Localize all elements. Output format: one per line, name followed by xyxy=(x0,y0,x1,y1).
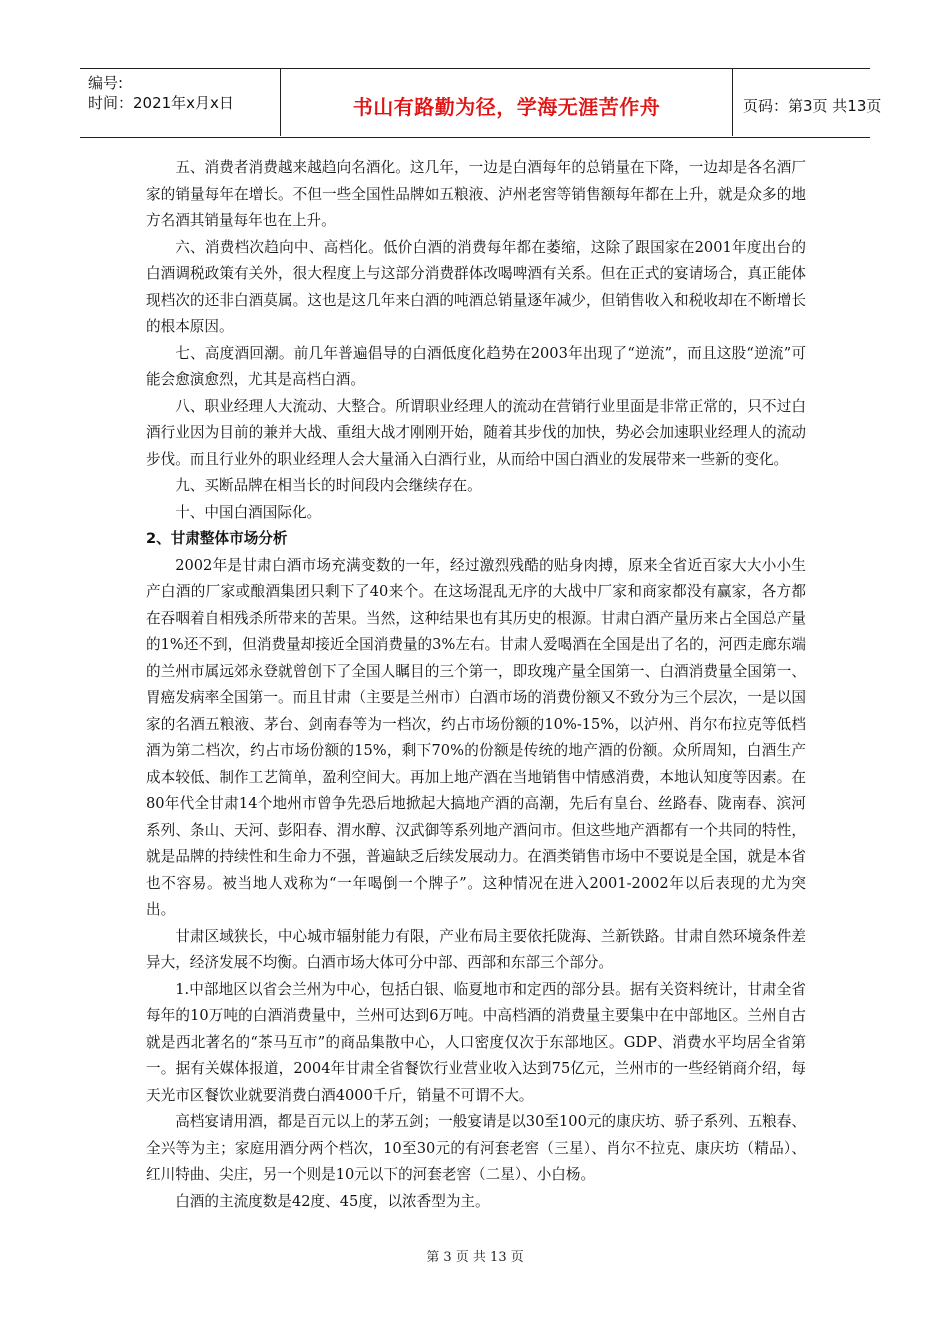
paragraph-5: 五、消费者消费越来越趋向名酒化。这几年，一边是白酒每年的总销量在下降，一边却是各名酒厂家的销量每年在增长。不但一些全国性品牌如五粮液、泸州老窖等销售额每年都在上升，就是众多的地方名酒其销量每年也在上升。 xyxy=(146,159,806,229)
paragraph-8: 八、职业经理人大流动、大整合。所谓职业经理人的流动在营销行业里面是非常正常的，只不过白酒行业因为目前的兼并大战、重组大战才刚刚开始，随着其步伐的加快，势必会加速职业经理人的流动步伐。而且行业外的职业经理人会大量涌入白酒行业，从而给中国白酒业的发展带来一些新的变化。 xyxy=(146,397,806,468)
section-title: 2、甘肃整体市场分析 xyxy=(146,530,288,547)
paragraph-gansu-1: 2002年是甘肃白酒市场充满变数的一年，经过激烈残酷的贴身肉搏，原来全省近百家大大小小生产白酒的厂家或酿酒集团只剩下了40来个。在这场混乱无序的大战中厂家和商家都没有赢家，各方都在吞咽着自相残杀所带来的苦果。当然，这种结果也有其历史的根源。甘肃白酒产量历来占全国总产量的1%还不到，但消费量却接近全国消费量的3%左右。甘肃人爱喝酒在全国是出了名的，河西走廊东端的兰州市属远郊永登就曾创下了全国人瞩目的三个第一，即玫瑰产量全国第一、白酒消费量全国第一、胃癌发病率全国第一。而且甘肃（主要是兰州市）白酒市场的消费份额又不致分为三个层次，一是以国家的名酒五粮液、茅台、剑南春等为一档次，约占市场份额的10%-15%，以泸州、肖尔布拉克等低档酒为第二档次，约占市场份额的15%，剩下70%的份额是传统的地产酒的份额。众所周知，白酒生产成本较低、制作工艺简单，盈利空间大。再加上地产酒在当地销售中情感消费，本地认知度等因素。在80年代全甘肃14个地州市曾争先恐后地掀起大搞地产酒的高潮，先后有皇台、丝路春、陇南春、滨河系列、条山、天河、彭阳春、渭水醇、汉武御等系列地产酒问市。但这些地产酒都有一个共同的特性，就是品牌的持续性和生命力不强，普遍缺乏后续发展动力。在酒类销售市场中不要说是全国，就是本省也不容易。被当地人戏称为“一年喝倒一个牌子”。这种情况在进入2001-2002年以后表现的尤为突出。 xyxy=(146,556,806,918)
date-label: 时间：2021年x月x日 xyxy=(88,94,234,112)
paragraph-gansu-2: 甘肃区域狭长，中心城市辐射能力有限，产业布局主要依托陇海、兰新铁路。甘肃自然环境条件差异大，经济发展不均衡。白酒市场大体可分中部、西部和东部三个部分。 xyxy=(146,927,806,971)
page-footer: 第 3 页 共 13 页 xyxy=(426,1250,524,1265)
paragraph-gansu-3: 1.中部地区以省会兰州为中心，包括白银、临夏地市和定西的部分县。据有关资料统计，甘肃全省每年的10万吨的白酒消费量中，兰州可达到6万吨。中高档酒的消费量主要集中在中部地区。兰州自古就是西北著名的“茶马互市”的商品集散中心，人口密度仅次于东部地区。GDP、消费水平均居全省第一。据有关媒体报道，2004年甘肃全省餐饮行业营业收入达到75亿元，兰州市的一些经销商介绍，每天光市区餐饮业就要消费白酒4000千斤，销量不可谓不大。 xyxy=(146,980,806,1104)
number-label: 编号: xyxy=(88,74,124,92)
paragraph-9: 九、买断品牌在相当长的时间段内会继续存在。 xyxy=(175,477,482,494)
header-meta xyxy=(80,69,281,136)
paragraph-gansu-4: 高档宴请用酒，都是百元以上的茅五剑；一般宴请是以30至100元的康庆坊、骄子系列、五粮春、全兴等为主；家庭用酒分两个档次，10至30元的有河套老窖（三星）、肖尔不拉克、康庆坊（精品）、红川特曲、尖庄，另一个则是10元以下的河套老窖（二星）、小白杨。 xyxy=(146,1113,806,1183)
header-motto: 书山有路勤为径，学海无涯苦作舟 xyxy=(281,69,733,136)
paragraph-gansu-5: 白酒的主流度数是42度、45度，以浓香型为主。 xyxy=(175,1192,490,1210)
paragraph-7: 七、高度酒回潮。前几年普遍倡导的白酒低度化趋势在2003年出现了“逆流”，而且这股“逆流”可能会愈演愈烈，尤其是高档白酒。 xyxy=(146,344,806,388)
paragraph-10: 十、中国白酒国际化。 xyxy=(175,503,322,521)
header-page-label: 页码：第3页 共13页 xyxy=(743,97,882,115)
document-body xyxy=(146,155,806,1215)
page-header xyxy=(80,68,882,138)
paragraph-6: 六、消费档次趋向中、高档化。低价白酒的消费每年都在萎缩，这除了跟国家在2001年度出台的白酒调税政策有关外，很大程度上与这部分消费群体改喝啤酒有关系。但在正式的宴请场合，真正能体现档次的还非白酒莫属。这也是这几年来白酒的吨酒总销量逐年减少，但销售收入和税收却在不断增长的根本原因。 xyxy=(146,238,806,335)
